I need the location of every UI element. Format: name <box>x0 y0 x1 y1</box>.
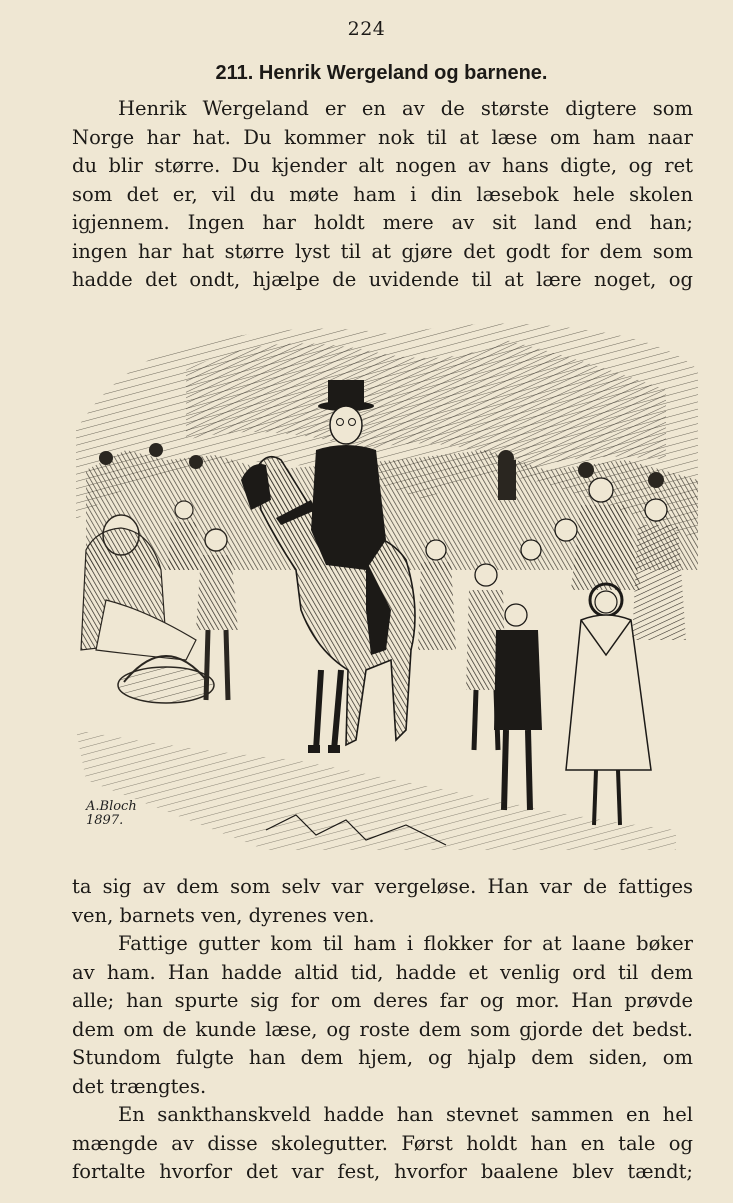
text-line: hadde det ondt, hjælpe de uvidende til at lære noget, og <box>72 268 693 291</box>
text-line: fortalte hvorfor det var fest, hvorfor baalene blev tændt; <box>72 1160 693 1183</box>
text-line: som det er, vil du møte ham i din læsebok hele skolen <box>72 182 693 206</box>
text-line: Norge har hat. Du kommer nok til at læse om ham naar <box>72 125 693 149</box>
text-block-bottom <box>72 873 693 1187</box>
text-line: det trængtes. <box>72 1074 207 1098</box>
text-block-top <box>72 95 693 295</box>
engraving-illustration <box>66 310 698 862</box>
text-line: Stundom fulgte han dem hjem, og hjalp dem siden, om <box>72 1046 693 1069</box>
text-line: ingen har hat større lyst til at gjøre det godt for dem som <box>72 239 693 263</box>
artist-signature <box>86 800 137 828</box>
text-line: ta sig av dem som selv var vergeløse. Han var de fattiges <box>72 875 693 898</box>
signature-name: A.Bloch <box>86 799 137 814</box>
text-line: alle; han spurte sig for om deres far og mor. Han prøvde <box>72 989 693 1012</box>
text-line: igjennem. Ingen har holdt mere av sit land end han; <box>72 211 693 234</box>
text-line: Henrik Wergeland er en av de største digtere som <box>118 97 693 120</box>
page-number: 224 <box>347 18 386 40</box>
text-line: av ham. Han hadde altid tid, hadde et venlig ord til dem <box>72 960 693 984</box>
text-line: En sankthanskveld hadde han stevnet sammen en hel <box>118 1103 693 1126</box>
chapter-title: 211. Henrik Wergeland og barnene. <box>215 62 548 84</box>
text-line: mængde av disse skolegutter. Først holdt han en tale og <box>72 1131 693 1155</box>
text-line: du blir større. Du kjender alt nogen av hans digte, og ret <box>72 154 693 177</box>
text-line: dem om de kunde læse, og roste dem som gjorde det bedst. <box>72 1017 693 1041</box>
signature-year: 1897. <box>86 813 124 828</box>
text-line: Fattige gutter kom til ham i flokker for at laane bøker <box>118 932 693 955</box>
text-line: ven, barnets ven, dyrenes ven. <box>72 903 375 927</box>
